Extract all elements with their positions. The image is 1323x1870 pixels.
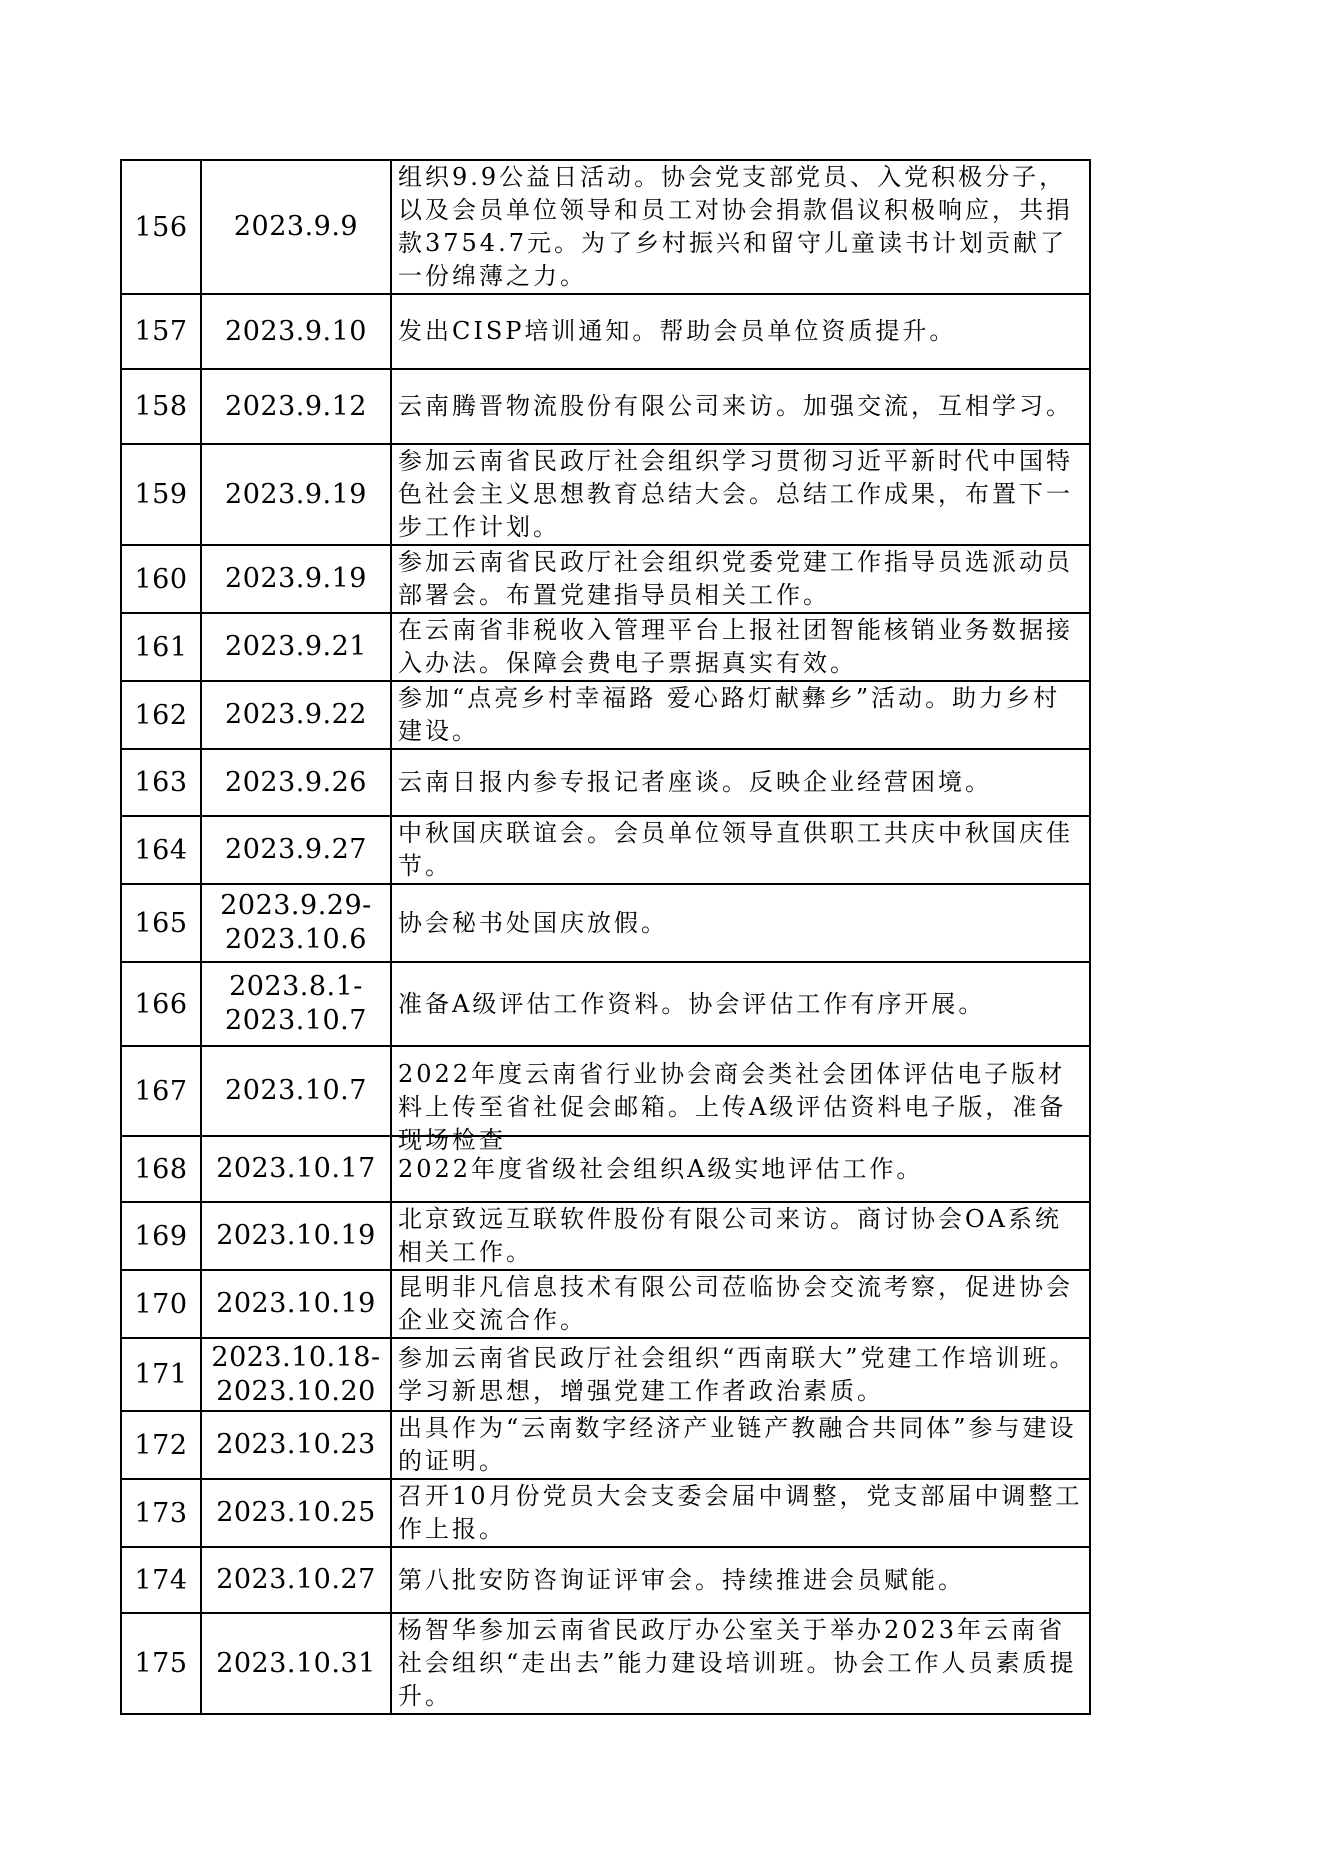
row-description-text: 云南日报内参专报记者座谈。反映企业经营困境。 (398, 768, 992, 796)
row-description-text: 杨智华参加云南省民政厅办公室关于举办2023年云南省社会组织“走出去”能力建设培训班。协会工作人员素质提升。 (398, 1616, 1077, 1710)
row-description-text: 云南腾晋物流股份有限公司来访。加强交流，互相学习。 (398, 392, 1073, 420)
row-description-text: 协会秘书处国庆放假。 (398, 908, 668, 937)
row-number: 174 (121, 1547, 201, 1613)
row-description (391, 749, 1090, 816)
row-date: 2023.9.9 (201, 160, 391, 294)
table-row (121, 1202, 1090, 1270)
table-row (121, 749, 1090, 816)
row-date: 2023.9.21 (201, 613, 391, 681)
row-description (391, 1046, 1090, 1154)
table-row (121, 444, 1090, 545)
row-description (391, 962, 1090, 1046)
row-description-text: 在云南省非税收入管理平台上报社团智能核销业务数据接入办法。保障会费电子票据真实有效。 (398, 616, 1073, 677)
table-row (121, 681, 1090, 749)
row-description (391, 160, 1090, 294)
row-description (391, 1613, 1090, 1714)
table-row (121, 1613, 1090, 1714)
row-number: 166 (121, 962, 201, 1046)
row-date: 2023.9.29-2023.10.6 (201, 884, 391, 962)
row-number: 158 (121, 369, 201, 444)
row-date: 2023.10.17 (201, 1136, 391, 1202)
row-number: 157 (121, 294, 201, 369)
row-date: 2023.9.26 (201, 749, 391, 816)
table-row (121, 1136, 1090, 1202)
row-number: 170 (121, 1270, 201, 1338)
row-description (391, 1202, 1090, 1270)
row-description-text: 2022年度省级社会组织A级实地评估工作。 (398, 1154, 924, 1183)
table-row (121, 816, 1090, 884)
row-number: 161 (121, 613, 201, 681)
row-number: 171 (121, 1338, 201, 1411)
row-number: 159 (121, 444, 201, 545)
row-number: 168 (121, 1136, 201, 1202)
row-description (391, 545, 1090, 613)
row-description (391, 1338, 1090, 1411)
row-description (391, 444, 1090, 545)
row-date: 2023.10.19 (201, 1270, 391, 1338)
row-date: 2023.9.19 (201, 545, 391, 613)
row-number: 175 (121, 1613, 201, 1714)
row-number: 167 (121, 1046, 201, 1136)
row-description (391, 369, 1090, 444)
row-description-text: 组织9.9公益日活动。协会党支部党员、入党积极分子，以及会员单位领导和员工对协会捐款倡议积极响应，共捐款3754.7元。为了乡村振兴和留守儿童读书计划贡献了一份绵薄之力。 (398, 163, 1073, 290)
row-number: 173 (121, 1479, 201, 1547)
table-row (121, 884, 1090, 962)
row-number: 164 (121, 816, 201, 884)
row-number: 172 (121, 1411, 201, 1479)
table-row (121, 1046, 1090, 1136)
table-row (121, 545, 1090, 613)
row-description (391, 1411, 1090, 1479)
row-description-text: 召开10月份党员大会支委会届中调整，党支部届中调整工作上报。 (398, 1482, 1083, 1543)
table-row (121, 294, 1090, 369)
row-number: 156 (121, 160, 201, 294)
row-description (391, 816, 1090, 884)
row-number: 169 (121, 1202, 201, 1270)
row-description-text: 中秋国庆联谊会。会员单位领导直供职工共庆中秋国庆佳节。 (398, 819, 1073, 880)
row-date: 2023.10.19 (201, 1202, 391, 1270)
row-description (391, 1270, 1090, 1338)
table-row (121, 1270, 1090, 1338)
row-description-text: 昆明非凡信息技术有限公司莅临协会交流考察，促进协会企业交流合作。 (398, 1273, 1073, 1334)
row-description-text: 参加云南省民政厅社会组织“西南联大”党建工作培训班。学习新思想，增强党建工作者政治素质。 (398, 1343, 1077, 1405)
row-description-text: 参加云南省民政厅社会组织学习贯彻习近平新时代中国特色社会主义思想教育总结大会。总结工作成果，布置下一步工作计划。 (398, 447, 1073, 541)
row-description (391, 613, 1090, 681)
row-description-text: 第八批安防咨询证评审会。持续推进会员赋能。 (398, 1565, 965, 1594)
row-number: 165 (121, 884, 201, 962)
row-date: 2023.9.12 (201, 369, 391, 444)
row-date: 2023.9.10 (201, 294, 391, 369)
table-row (121, 1411, 1090, 1479)
row-description (391, 294, 1090, 369)
row-description (391, 884, 1090, 962)
row-date: 2023.10.23 (201, 1411, 391, 1479)
table-row (121, 613, 1090, 681)
row-date: 2023.9.19 (201, 444, 391, 545)
row-description-text: 发出CISP培训通知。帮助会员单位资质提升。 (398, 317, 957, 345)
row-description (391, 1479, 1090, 1547)
row-description-text: 准备A级评估工作资料。协会评估工作有序开展。 (398, 989, 986, 1018)
row-date: 2023.10.31 (201, 1613, 391, 1714)
row-date: 2023.9.22 (201, 681, 391, 749)
row-date: 2023.10.7 (201, 1046, 391, 1136)
row-description-text: 参加云南省民政厅社会组织党委党建工作指导员选派动员部署会。布置党建指导员相关工作。 (398, 548, 1073, 609)
table-row (121, 369, 1090, 444)
activity-table-container (120, 159, 1091, 1715)
row-date: 2023.10.25 (201, 1479, 391, 1547)
table-row (121, 962, 1090, 1046)
row-description-text: 北京致远互联软件股份有限公司来访。商讨协会OA系统相关工作。 (398, 1205, 1063, 1266)
table-row (121, 1547, 1090, 1613)
row-date: 2023.10.18-2023.10.20 (201, 1338, 391, 1411)
row-description-text: 出具作为“云南数字经济产业链产教融合共同体”参与建设的证明。 (398, 1414, 1077, 1475)
table-row (121, 160, 1090, 294)
activity-table (120, 159, 1091, 1715)
row-date: 2023.10.27 (201, 1547, 391, 1613)
row-date: 2023.9.27 (201, 816, 391, 884)
row-description-text: 参加“点亮乡村幸福路 爱心路灯献彝乡”活动。助力乡村建设。 (398, 684, 1061, 745)
table-row (121, 1479, 1090, 1547)
row-number: 160 (121, 545, 201, 613)
row-number: 163 (121, 749, 201, 816)
row-description (391, 681, 1090, 749)
row-description-text: 2022年度云南省行业协会商会类社会团体评估电子版材料上传至省社促会邮箱。上传A级评估资料电子版，准备现场检查 (398, 1060, 1067, 1154)
row-date: 2023.8.1-2023.10.7 (201, 962, 391, 1046)
row-number: 162 (121, 681, 201, 749)
table-row (121, 1338, 1090, 1411)
row-description (391, 1547, 1090, 1613)
